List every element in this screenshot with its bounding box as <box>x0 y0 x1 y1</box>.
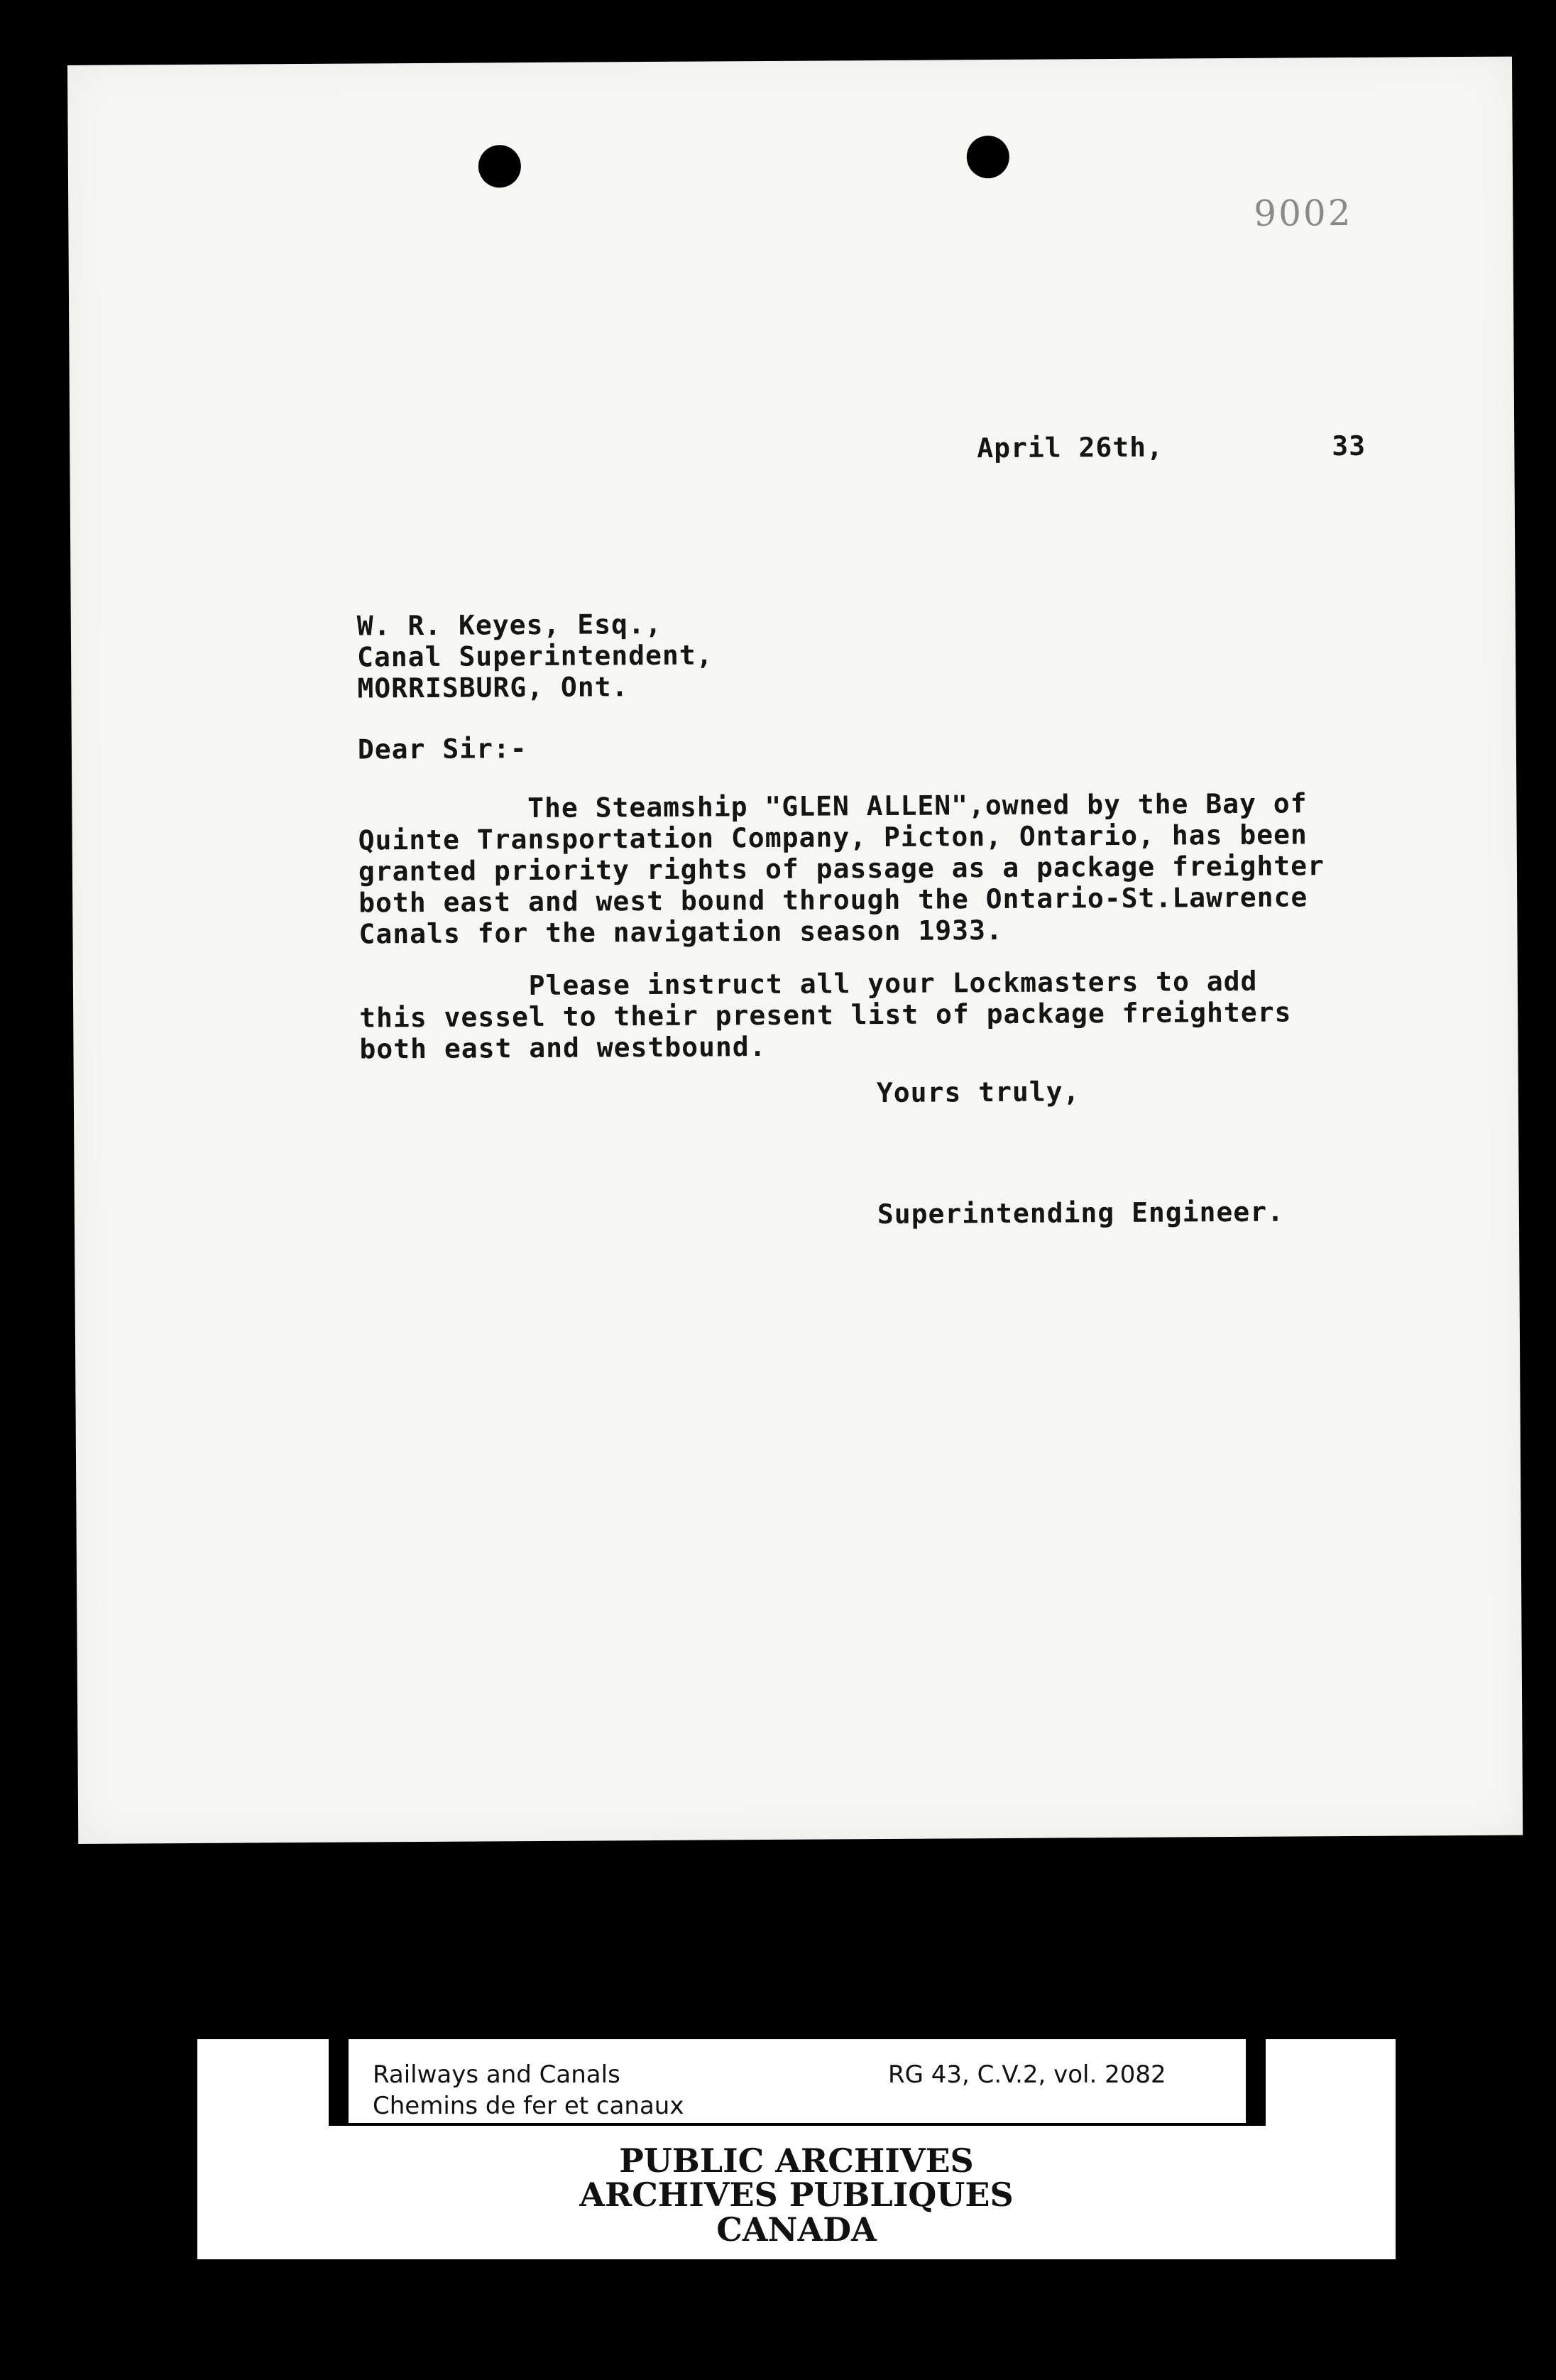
archive-title-french: ARCHIVES PUBLIQUES <box>579 2176 1014 2214</box>
body-paragraph-1: The Steamship "GLEN ALLEN",owned by the Bay of Quinte Transportation Company, Picton, Ontario, has been granted priority rights of passage as a package freighter both east and west bound through the Ontario-St.Lawrence Canals for the navigation season 1933. <box>358 787 1325 950</box>
archive-label <box>197 2039 1396 2259</box>
folio-number: 9002 <box>1254 192 1353 234</box>
signature-title: Superintending Engineer. <box>877 1196 1285 1230</box>
archive-reference-code: RG 43, C.V.2, vol. 2082 <box>888 2060 1166 2089</box>
letter-date: April 26th, <box>977 431 1164 464</box>
recipient-address: W. R. Keyes, Esq., Canal Superintendent, MORRISBURG, Ont. <box>356 608 713 704</box>
series-english: Railways and Canals <box>373 2060 620 2089</box>
series-french: Chemins de fer et canaux <box>373 2092 684 2120</box>
body-paragraph-2: Please instruct all your Lockmasters to add this vessel to their present list of package freighters both east and westbound. <box>358 965 1292 1065</box>
salutation: Dear Sir:- <box>357 733 527 765</box>
archive-title-country: CANADA <box>716 2210 877 2249</box>
archive-reference-band <box>329 2039 1266 2126</box>
closing: Yours truly, <box>876 1076 1080 1109</box>
archive-title-english: PUBLIC ARCHIVES <box>619 2141 974 2180</box>
punch-hole-right <box>967 136 1009 178</box>
punch-hole-left <box>478 145 521 187</box>
archive-reference-box <box>349 2039 1246 2123</box>
letter-year: 33 <box>1332 430 1366 462</box>
letter-sheet <box>67 57 1523 1844</box>
